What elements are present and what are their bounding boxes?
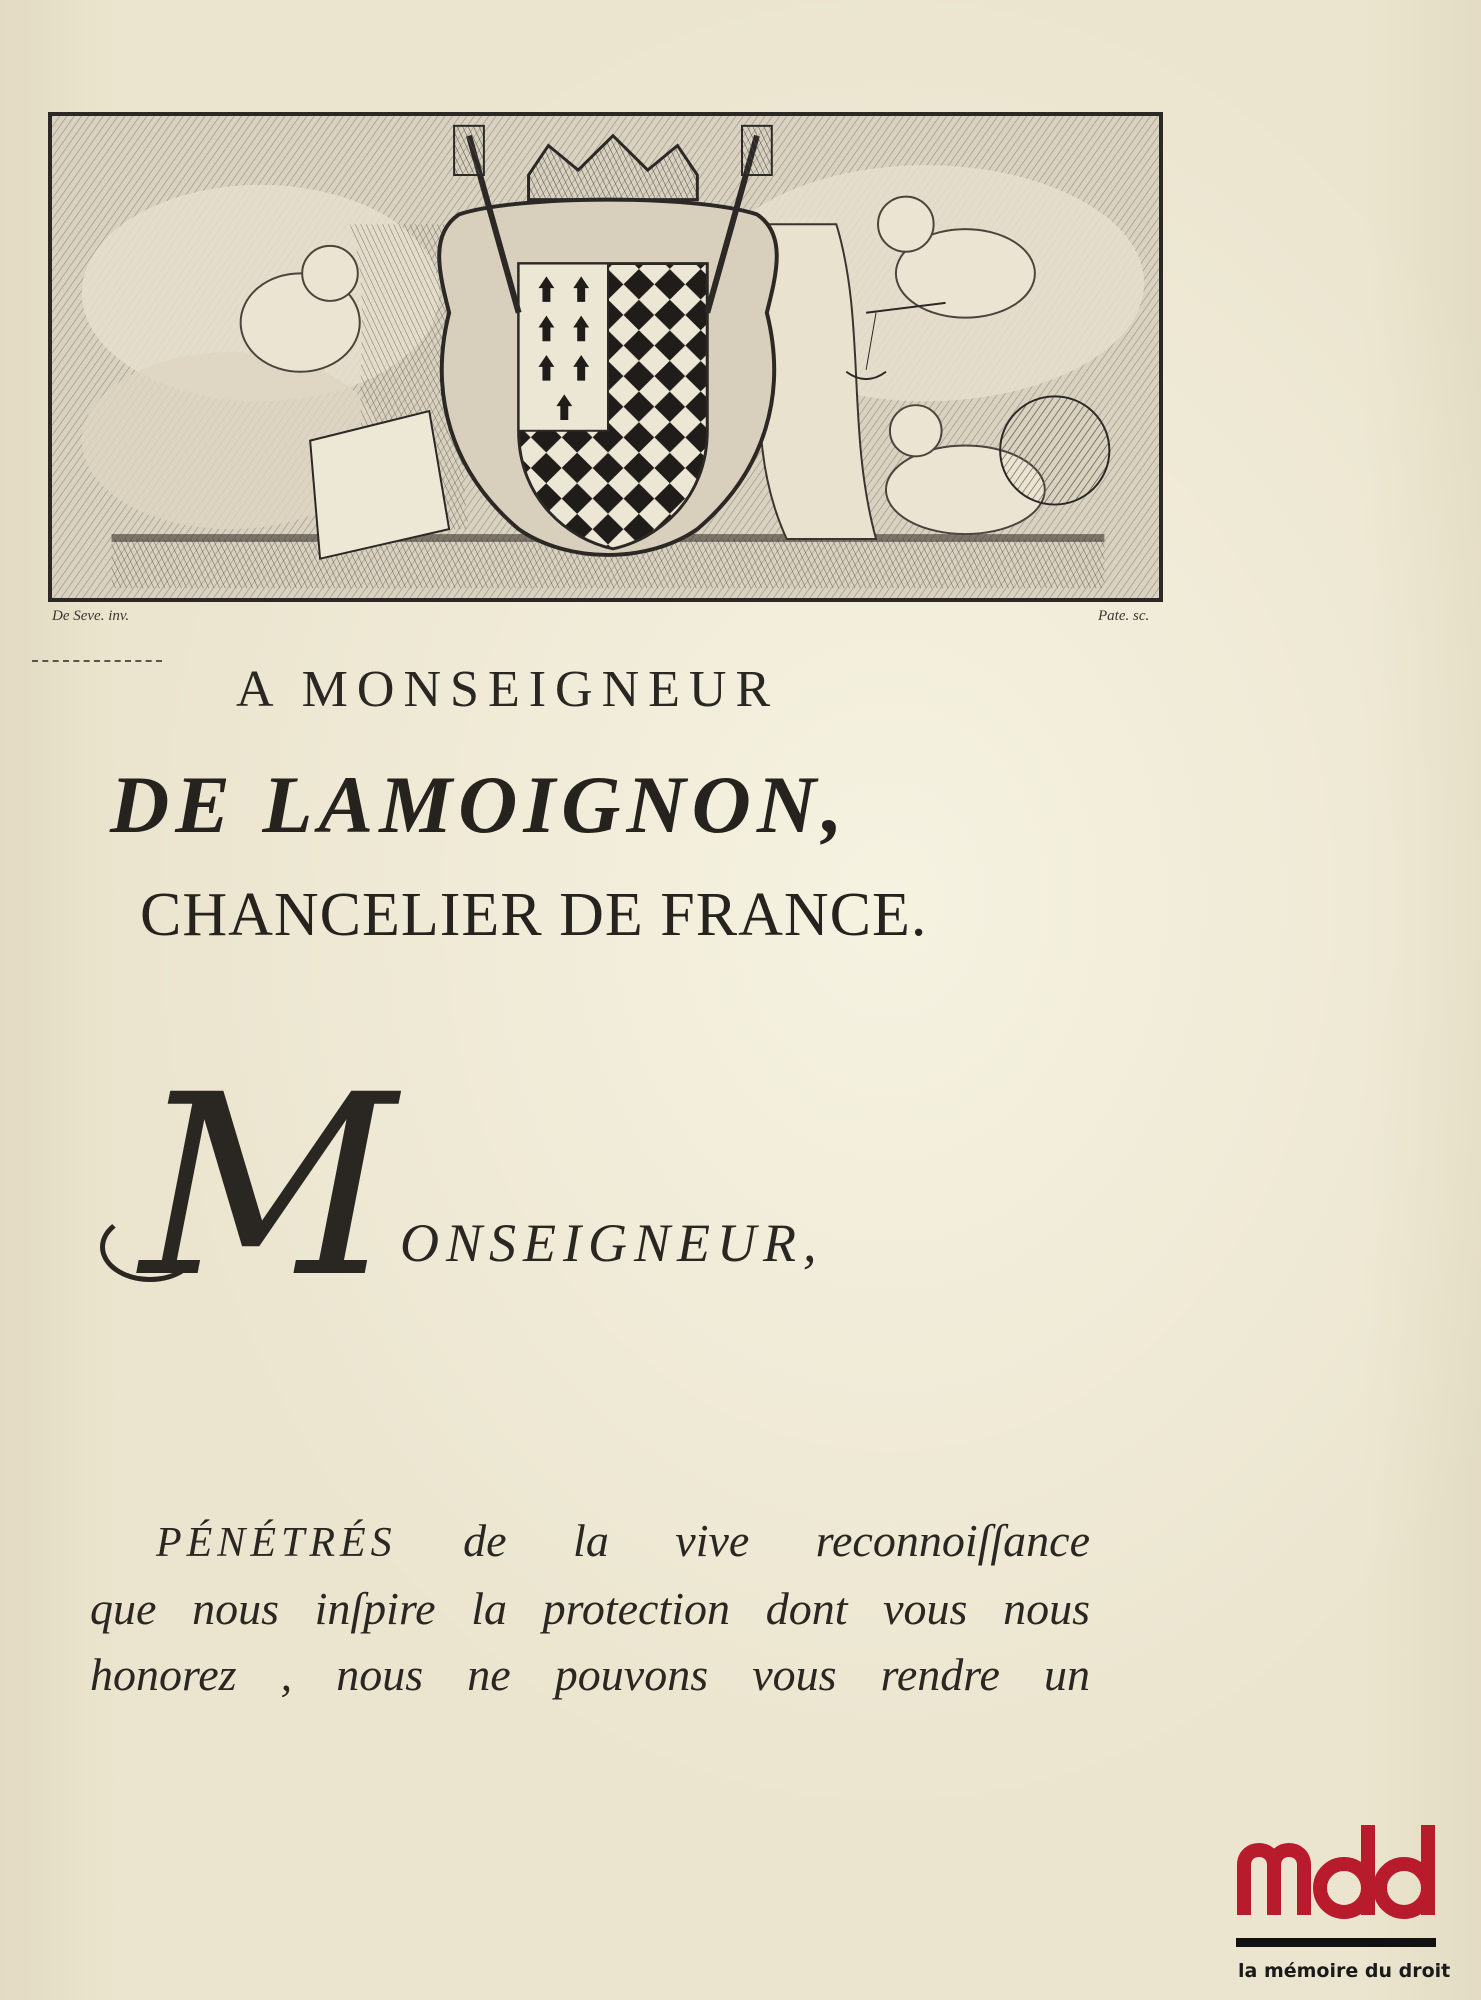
mdd-logo [1230, 1820, 1470, 1990]
body-line-1 [90, 1508, 1090, 1576]
dedication-line-2: DE LAMOIGNON, [110, 759, 849, 850]
body-first-word: PÉNÉTRÉS [156, 1520, 397, 1566]
engraving-credit-designer: De Seve. inv. [52, 608, 130, 624]
engraving-credit-engraver: Pate. sc. [1098, 608, 1150, 624]
body-line-1-rest: de la vive reconnoiſſance [463, 1515, 1091, 1566]
body-line-2: que nous inſpire la protection dont vous nous [90, 1583, 1090, 1634]
engraved-headpiece [48, 112, 1163, 602]
logo-bar [1236, 1938, 1436, 1947]
salutation [140, 1041, 1140, 1332]
dedication-line-3: CHANCELIER DE FRANCE. [140, 881, 928, 949]
salutation-initial: M [140, 1041, 396, 1332]
body-line-3: honorez , nous ne pouvons vous rendre un [90, 1649, 1090, 1700]
dedication-line-1: A MONSEIGNEUR [236, 661, 780, 718]
dashed-rule [32, 660, 162, 662]
salutation-rest: ONSEIGNEUR, [400, 1213, 824, 1273]
mdd-logo-mark [1234, 1820, 1444, 1920]
body-paragraph [90, 1508, 1090, 1708]
logo-tagline: la mémoire du droit [1238, 1960, 1451, 1982]
engraving-illustration [52, 116, 1159, 598]
